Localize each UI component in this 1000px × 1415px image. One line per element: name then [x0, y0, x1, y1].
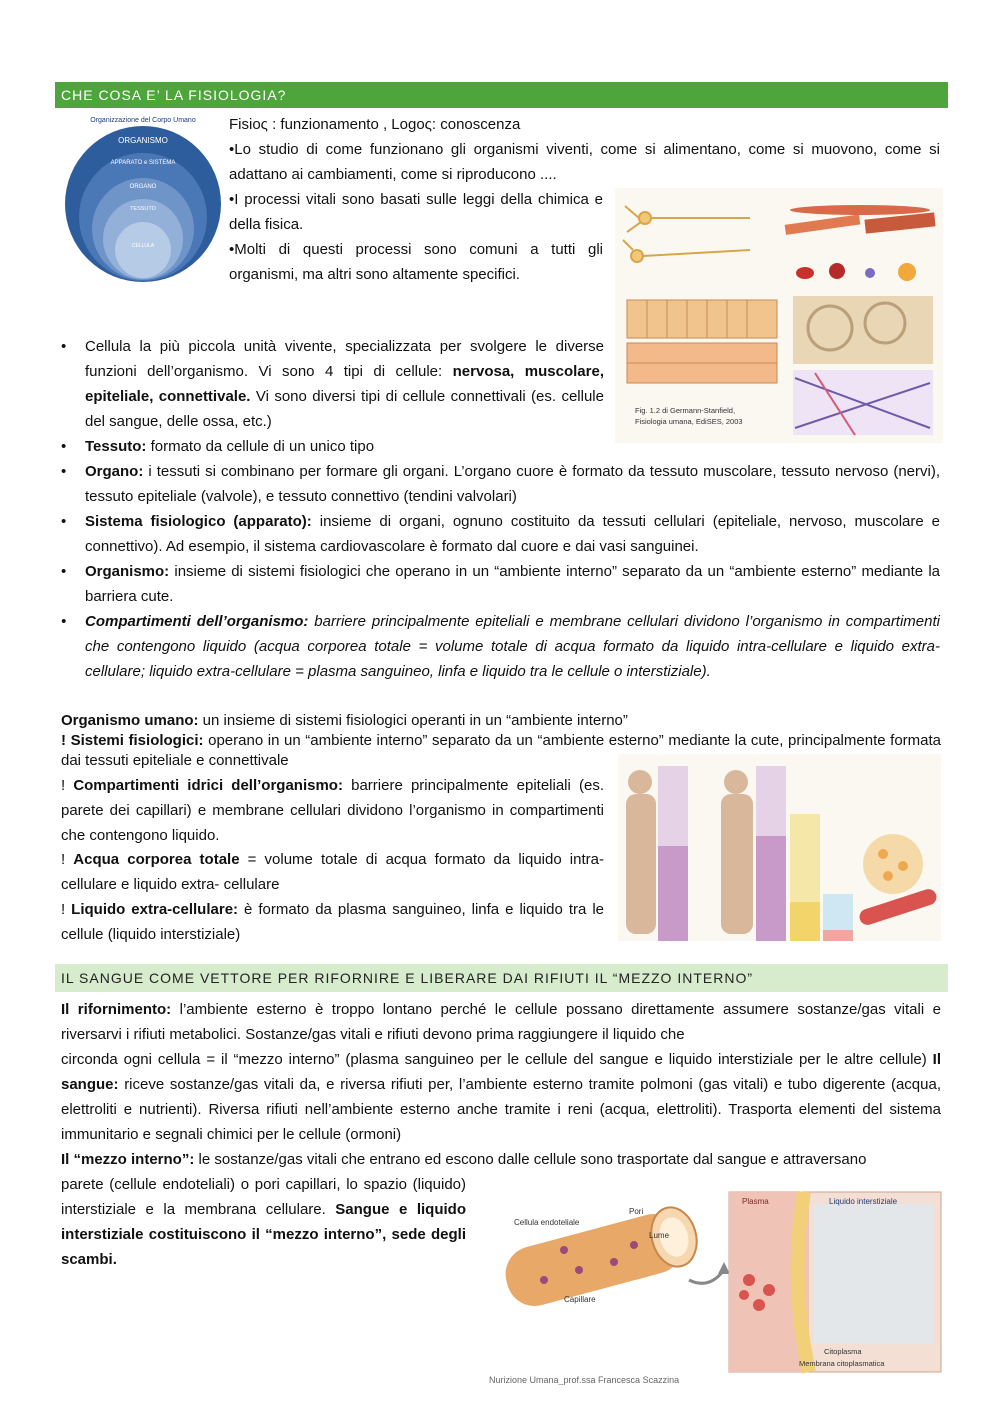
diagram-title: Organizzazione del Corpo Umano [90, 117, 196, 124]
rifornimento-paragraph: Il rifornimento: l’ambiente esterno è troppo lontano perché le cellule possano direttamente assumere sostanze/gas vitali e riversarvi i rifiuti metabolici. Sostanze/gas vitali e rifiuti devono prima raggiungere il liquido che [61, 1001, 941, 1043]
list-item-organismo: • Organismo: insieme di sistemi fisiologici che operano in un “ambiente interno” separato da un “ambiente esterno” mediante la barriera cute. [55, 559, 940, 609]
list-item-cellula: • Cellula la più piccola unità vivente, specializzata per svolgere le diverse funzioni dell’organismo. Vi sono 4 tipi di cellule: nervosa, muscolare, epiteliale, connettivale. Vi sono diversi tipi di cellule connettivali (es. cellule del sangue, delle ossa, etc.) [55, 334, 604, 434]
figure-credit: Nurizione Umana_prof.ssa Francesca Scazzina [489, 1375, 680, 1385]
neuron-illustration [623, 206, 750, 262]
physiology-list [55, 434, 940, 684]
diagram-level-organismo: ORGANISMO [118, 136, 168, 145]
bullet-dot: • [229, 141, 235, 158]
human-silhouettes [626, 770, 753, 934]
label-citoplasma: Citoplasma [824, 1347, 862, 1356]
body-organization-diagram [58, 112, 228, 282]
label-liquido-interstiziale: Liquido interstiziale [829, 1197, 898, 1206]
acqua-corporea-paragraph: ! Acqua corporea totale = volume totale di acqua formato da liquido intra-cellulare e liquido extra- cellulare [61, 851, 604, 893]
diagram-level-organo: ORGANO [129, 184, 157, 190]
solids-bar-male [756, 766, 786, 836]
cell-types-figure [615, 188, 943, 443]
diagram-level-cellula: CELLULA [131, 243, 155, 249]
label-pori: Pori [629, 1207, 644, 1216]
blood-cells-illustration [796, 263, 916, 281]
connective-illustration [793, 370, 933, 435]
epithelial-illustration [627, 300, 777, 383]
bullet-dot: • [229, 191, 235, 208]
list-item-tessuto: • Tessuto: formato da cellule di un unico tipo [55, 434, 940, 459]
liquido-extra-paragraph: ! Liquido extra-cellulare: è formato da plasma sanguineo, linfa e liquido tra le cellule (liquido interstiziale) [61, 901, 604, 943]
fluids-bar-female [658, 846, 688, 941]
mezzo-interno-line: Il “mezzo interno”: le sostanze/gas vitali che entrano ed escono dalle cellule sono trasportate dal sangue e attraversano [61, 1151, 867, 1168]
section-header-sangue: IL SANGUE COME VETTORE PER RIFORNIRE E LIBERARE DAI RIFIUTI IL “MEZZO INTERNO” [55, 964, 948, 992]
cell-figure-caption-2: Fisiologia umana, EdiSES, 2003 [635, 417, 743, 426]
list-item-organo: • Organo: i tessuti si combinano per formare gli organi. L’organo cuore è formato da tessuto muscolare, tessuto nervoso (nervi), tessuto epiteliale (valvole), e tessuto connettivo (tendini valvolari) [55, 459, 940, 509]
exchange-diagram [729, 1192, 941, 1372]
list-item-sistema: • Sistema fisiologico (apparato): insieme di organi, ognuno costituito da tessuti cellulari (epiteliale, nervoso, muscolare e connettivo). Ad esempio, il sistema cardiovascolare è formato dal cuore e dai vasi sanguinei. [55, 509, 940, 559]
organismo-umano-line: Organismo umano: un insieme di sistemi fisiologici operanti in un “ambiente interno” [61, 712, 628, 729]
diagram-level-tessuto: TESSUTO [130, 206, 156, 212]
section-header-fisiologia: CHE COSA E’ LA FISIOLOGIA? [55, 82, 948, 108]
muscle-illustration [785, 205, 936, 235]
list-item-compartimenti: • Compartimenti dell’organismo: barriere principalmente epiteliali e membrane cellulari dividono l’organismo in compartimenti che contengono liquido (acqua corporea totale = volume totale di acqua formato da liquido intra-cellulare e liquido extra-cellulare; liquido extra-cellulare = plasma sanguineo, linfa e liquido tra le cellule o interstiziale). [55, 609, 940, 684]
etymology-line: Fisioς : funzionamento , Logoς: conoscenza [229, 116, 521, 133]
solids-bar-female [658, 766, 688, 846]
bone-illustration [793, 296, 933, 364]
label-capillare: Capillare [564, 1295, 596, 1304]
compartimenti-idrici-paragraph: ! Compartimenti idrici dell’organismo: barriere principalmente epiteliali (es. parete dei capillari) e membrane cellulari dividono l’organismo in compartimenti che contengono liquido. [61, 777, 604, 844]
label-plasma: Plasma [742, 1197, 769, 1206]
fluids-bar-male [756, 836, 786, 941]
label-lume: Lume [649, 1231, 670, 1240]
arrow-icon [689, 1270, 724, 1283]
bullet-dot: • [229, 241, 235, 258]
sistemi-fisiologici-line: ! Sistemi fisiologici: operano in un “ambiente interno” separato da un “ambiente esterno” mediante la cute, principalmente formata dai tessuti epiteliale e connettivale [61, 732, 942, 769]
mezzo-interno-paragraph: parete (cellule endoteliali) o pori capillari, lo spazio (liquido) interstiziale e la membrana cellulare. Sangue e liquido interstiziale costituiscono il “mezzo interno”, sede degli scambi. [61, 1176, 466, 1268]
cells-and-capillary [857, 834, 938, 927]
capillary-exchange-figure [484, 1190, 944, 1385]
body-water-figure [618, 754, 941, 941]
intro-bullet-2: •I processi vitali sono basati sulle leggi della chimica e della fisica. [229, 191, 603, 233]
diagram-level-apparato: APPARATO e SISTEMA [110, 160, 176, 166]
physiology-list-top [55, 334, 604, 434]
intro-bullet-1: •Lo studio di come funzionano gli organismi viventi, come si alimentano, come si muovono, come si adattano ai cambiamenti, come si riproducono .... [229, 141, 940, 183]
intro-bullet-3: •Molti di questi processi sono comuni a tutti gli organismi, ma altri sono altamente specifici. [229, 241, 603, 283]
sangue-paragraph: circonda ogni cellula = il “mezzo interno” (plasma sanguineo per le cellule del sangue e liquido interstiziale per le altre cellule) Il sangue: riceve sostanze/gas vitali da, e riversa rifiuti per, l’ambiente esterno tramite polmoni (gas vitali) e tubo digerente (acqua, elettroliti e nutrienti). Riversa rifiuti nell’ambiente esterno anche tramite i reni (acqua, elettroliti). Trasporta elementi del sistema immunitario e segnali chimici per le cellule (ormoni) [61, 1051, 941, 1143]
cell-figure-caption-1: Fig. 1.2 di Germann-Stanfield, [635, 406, 736, 415]
label-membrana: Membrana citoplasmatica [799, 1359, 885, 1368]
label-cellula-endoteliale: Cellula endoteliale [514, 1218, 580, 1227]
